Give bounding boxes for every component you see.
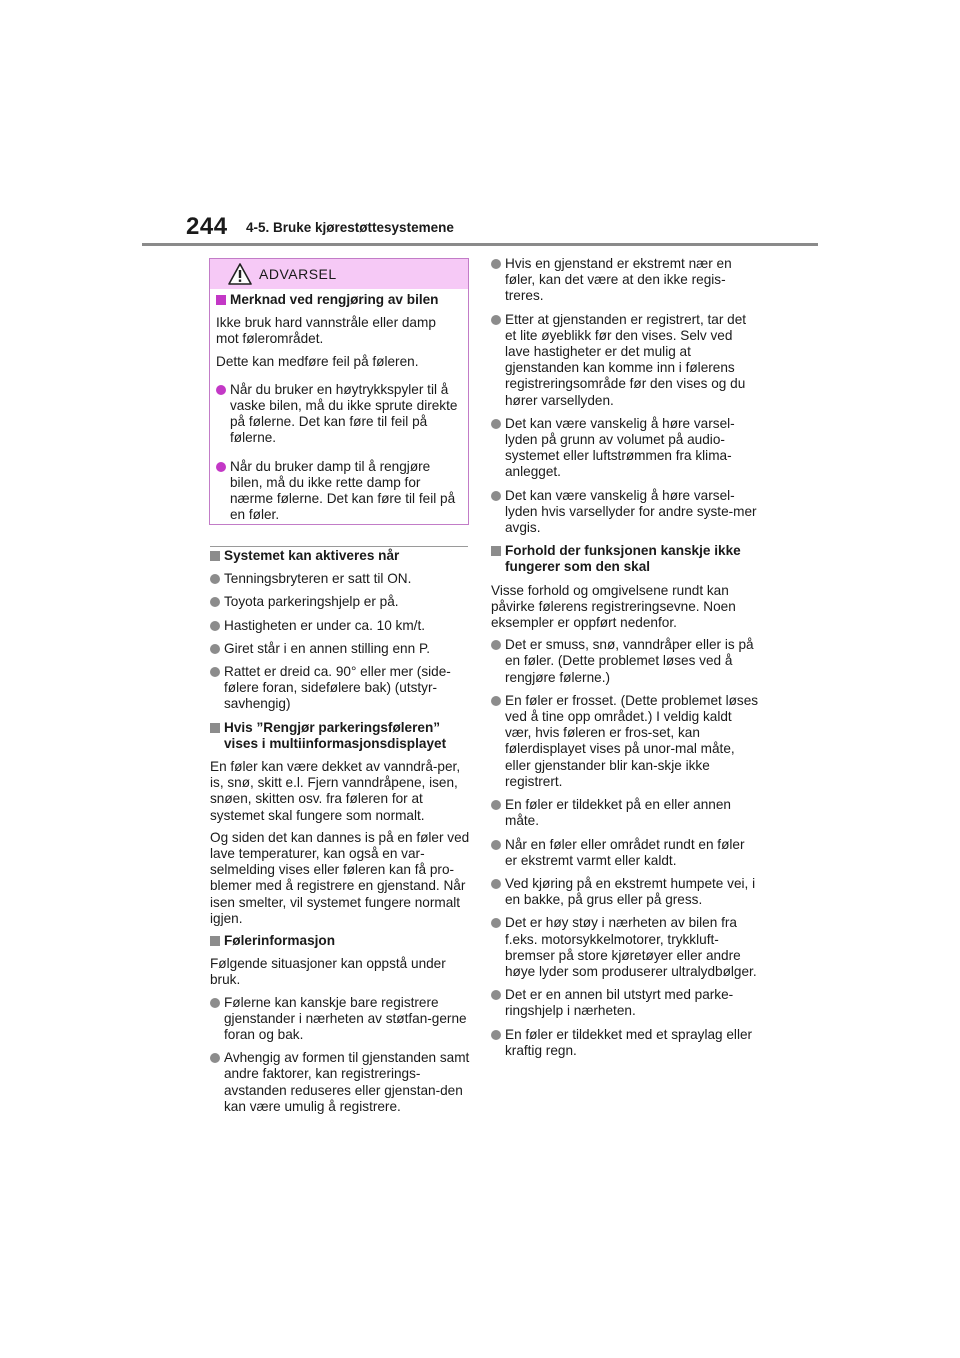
dot-bullet-icon — [491, 840, 501, 850]
dot-bullet-icon — [491, 800, 501, 810]
list-item: Det er en annen bil utstyrt med parke-ringshjelp i nærheten. — [491, 987, 759, 1019]
list-item: En føler er tildekket på en eller annen måte. — [491, 797, 759, 829]
section-heading: Forhold der funksjonen kanskje ikke fungerer som den skal — [491, 543, 759, 575]
list-item: Det er smuss, snø, vanndråper eller is på en føler. (Dette problemet løses ved å rengjøre følerne.) — [491, 637, 759, 686]
square-bullet-icon — [210, 936, 220, 946]
dot-bullet-icon — [491, 640, 501, 650]
warning-bullet: Når du bruker en høytrykkspyler til å vaske bilen, må du ikke sprute direkte på følerne. Det kan føre til feil på følerne. — [216, 382, 462, 447]
dot-bullet-icon — [491, 990, 501, 1000]
dot-bullet-icon — [491, 696, 501, 706]
list-item: Det kan være vanskelig å høre varsel-lyden på grunn av volumet på audio-systemet eller luftstrømmen fra klima-anlegget. — [491, 416, 759, 481]
list-item: Når en føler eller området rundt en føler er ekstremt varmt eller kaldt. — [491, 837, 759, 869]
warning-bullet: Når du bruker damp til å rengjøre bilen, må du ikke rette damp for nærme følerne. Det kan føre til feil på en føler. — [216, 459, 462, 524]
paragraph: Visse forhold og omgivelsene rundt kan påvirke følerens registreringsevne. Noen eksempler er oppført nedenfor. — [491, 582, 736, 631]
square-bullet-icon — [491, 546, 501, 556]
section-title: 4-5. Bruke kjørestøttesystemene — [246, 220, 454, 235]
list-item: Tenningsbryteren er satt til ON. — [210, 571, 472, 587]
header-rule — [142, 243, 818, 246]
warning-paragraph: Dette kan medføre feil på føleren. — [216, 353, 419, 369]
paragraph: Følgende situasjoner kan oppstå under bruk. — [210, 956, 446, 988]
list-item: Hvis en gjenstand er ekstremt nær en føler, kan det være at den ikke regis-treres. — [491, 256, 759, 305]
dot-bullet-icon — [216, 385, 226, 395]
list-item: Toyota parkeringshjelp er på. — [210, 594, 472, 610]
dot-bullet-icon — [491, 315, 501, 325]
list-item: Hastigheten er under ca. 10 km/t. — [210, 618, 472, 634]
list-item: Det er høy støy i nærheten av bilen fra f.eks. motorsykkelmotorer, trykkluft-bremser på store kjøretøyer eller andre høye lyder som produserer ultralydbølger. — [491, 915, 759, 980]
warning-box — [209, 258, 469, 525]
dot-bullet-icon — [491, 879, 501, 889]
list-item: En føler er tildekket med et spraylag eller kraftig regn. — [491, 1027, 759, 1059]
list-item: Ved kjøring på en ekstremt humpete vei, i en bakke, på grus eller på gress. — [491, 876, 759, 908]
dot-bullet-icon — [210, 998, 220, 1008]
dot-bullet-icon — [210, 644, 220, 654]
warning-triangle-icon — [228, 263, 252, 285]
dot-bullet-icon — [216, 462, 226, 472]
section-divider — [210, 546, 468, 547]
list-item: Rattet er dreid ca. 90° eller mer (side-følere foran, sidefølere bak) (utstyr-savhengig) — [210, 664, 472, 713]
list-item: Det kan være vanskelig å høre varsel-lyden hvis varsellyder for andre syste-mer avgis. — [491, 488, 759, 537]
dot-bullet-icon — [210, 574, 220, 584]
dot-bullet-icon — [491, 918, 501, 928]
paragraph: Og siden det kan dannes is på en føler ved lave temperaturer, kan også en var-selmelding vises eller føleren kan få pro-blemer med å registrere en gjenstand. Når isen smelter, vil systemet fungere normalt igjen. — [210, 829, 470, 926]
warning-title: ADVARSEL — [259, 266, 337, 282]
warning-header — [210, 259, 468, 289]
dot-bullet-icon — [491, 491, 501, 501]
warning-heading: Merknad ved rengjøring av bilen — [216, 292, 462, 308]
section-heading: Følerinformasjon — [210, 933, 472, 949]
page-number: 244 — [186, 213, 228, 240]
section-heading: Hvis ”Rengjør parkeringsføleren” vises i multiinformasjonsdisplayet — [210, 720, 472, 752]
list-item: Etter at gjenstanden er registrert, tar det et lite øyeblikk før den vises. Selv ved lave hastigheter er det mulig at gjenstanden kan komme inn i følerens registreringsområde før den vises og du hører varsellyden. — [491, 312, 759, 409]
left-column — [210, 548, 472, 1122]
dot-bullet-icon — [491, 1030, 501, 1040]
right-column — [491, 256, 759, 1066]
section-heading: Systemet kan aktiveres når — [210, 548, 472, 564]
dot-bullet-icon — [491, 419, 501, 429]
list-item: Giret står i en annen stilling enn P. — [210, 641, 472, 657]
warning-paragraph: Ikke bruk hard vannstråle eller damp mot følerområdet. — [216, 315, 436, 347]
square-bullet-icon — [216, 295, 226, 305]
list-item: En føler er frosset. (Dette problemet løses ved å tine opp området.) I veldig kaldt vær, hvis føleren er fros-set, kan følerdisplayet vises på unor-mal måte, eller gjenstander blir kan-skje ikke registrert. — [491, 693, 759, 790]
dot-bullet-icon — [210, 667, 220, 677]
dot-bullet-icon — [210, 597, 220, 607]
paragraph: En føler kan være dekket av vanndrå-per, is, snø, skitt e.l. Fjern vanndråpene, isen, snøen, skitten osv. fra føleren for at systemet skal fungere som normalt. — [210, 759, 461, 823]
dot-bullet-icon — [210, 1053, 220, 1063]
dot-bullet-icon — [491, 259, 501, 269]
square-bullet-icon — [210, 723, 220, 733]
list-item: Følerne kan kanskje bare registrere gjenstander i nærheten av støtfan-gerne foran og bak. — [210, 995, 472, 1044]
list-item: Avhengig av formen til gjenstanden samt andre faktorer, kan registrerings-avstanden reduseres eller gjenstan-den kan være umulig å registrere. — [210, 1050, 472, 1115]
dot-bullet-icon — [210, 621, 220, 631]
square-bullet-icon — [210, 551, 220, 561]
